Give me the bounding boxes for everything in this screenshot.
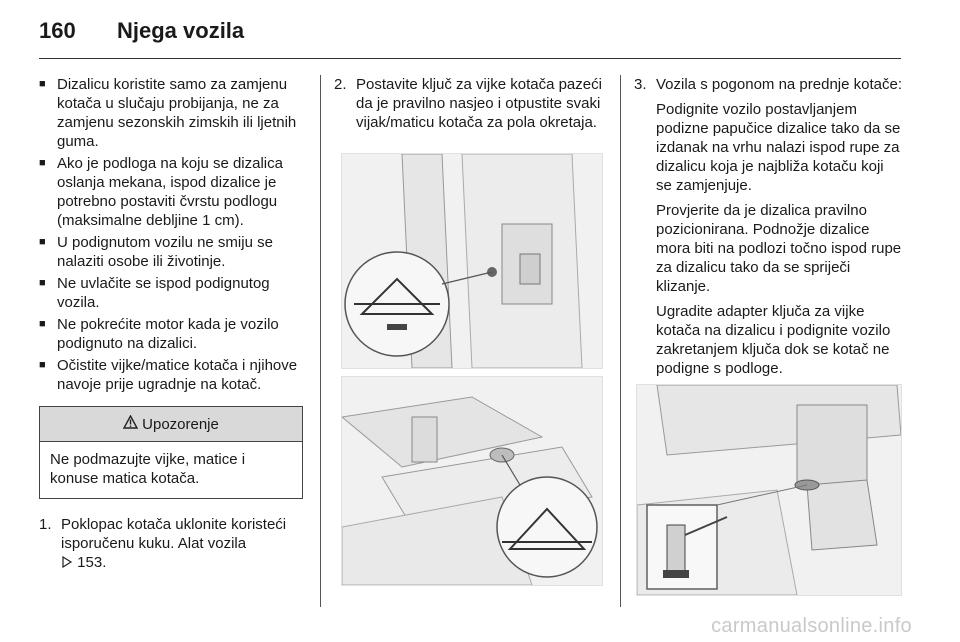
reference-arrow-icon (61, 554, 77, 571)
list-item: ■ U podignutom vozilu ne smiju se nalaziti osobe ili životinje. (39, 233, 305, 271)
page-number: 160 (39, 18, 76, 43)
header-divider (39, 58, 901, 59)
step-2 (334, 75, 606, 132)
step-number: 1. (39, 516, 52, 533)
step-number: 2. (334, 76, 347, 93)
page-reference-link[interactable]: 153. (77, 554, 107, 571)
list-item: ■ Ako je podloga na koju se dizalica oslanja mekana, ispod dizalice je potrebno postaviti čvrstu podlogu (maksimalne debljine 1 cm). (39, 154, 305, 230)
column-divider-left (320, 75, 321, 607)
step-1 (39, 515, 305, 572)
step-text: Postavite ključ za vijke kotača pazeći da je pravilno nasjeo i otpustite svaki vijak/maticu kotača za pola okretaja. (356, 76, 602, 131)
step-3 (634, 75, 902, 378)
step-text: Poklopac kotača uklonite koristeći isporučenu kuku. Alat vozila (61, 516, 287, 552)
warning-title: Upozorenje (142, 415, 219, 433)
jack-position-illustration (341, 376, 603, 586)
list-item: ■ Očistite vijke/matice kotača i njihove navoje prije ugradnje na kotač. (39, 356, 305, 394)
list-item: ■ Dizalicu koristite samo za zamjenu kotača u slučaju probijanja, ne za zamjenu sezonskih zimskih ili ljetnih guma. (39, 75, 305, 151)
step-paragraph: Provjerite da je dizalica pravilno pozicionirana. Podnožje dizalice mora biti na podlozi točno ispod rupe za dizalicu tako da se spriječi klizanje. (656, 202, 902, 295)
jack-lifting-illustration (636, 384, 902, 596)
page-title: Njega vozila (117, 18, 245, 43)
list-item: ■ Ne uvlačite se ispod podignutog vozila. (39, 274, 305, 312)
step-number: 3. (634, 76, 647, 93)
step-paragraph: Podignite vozilo postavljanjem podizne papučice dizalice tako da se izdanak na vrhu nalazi ispod rupe za dizalicu koja je najbliža kotaču koji se zamjenjuje. (656, 101, 901, 194)
warning-text: Ne podmazujte vijke, matice i konuse matica kotača. (50, 451, 246, 487)
warning-header (40, 407, 302, 442)
steps-left (39, 515, 305, 572)
warning-box (39, 406, 303, 499)
page-header (39, 18, 901, 56)
middle-column (334, 75, 606, 132)
column-divider-right (620, 75, 621, 607)
safety-list (39, 75, 305, 394)
right-column (634, 75, 902, 384)
step-heading: Vozila s pogonom na prednje kotače: (656, 76, 902, 93)
warning-triangle-icon (123, 415, 138, 434)
watermark: carmanualsonline.info (711, 615, 912, 637)
wheel-wrench-illustration (341, 153, 603, 369)
left-column (39, 75, 305, 572)
step-paragraph: Ugradite adapter ključa za vijke kotača na dizalicu i podignite vozilo zakretanjem ključa dok se kotač ne podigne s podloge. (656, 303, 891, 377)
list-item: ■ Ne pokrećite motor kada je vozilo podignuto na dizalici. (39, 315, 305, 353)
